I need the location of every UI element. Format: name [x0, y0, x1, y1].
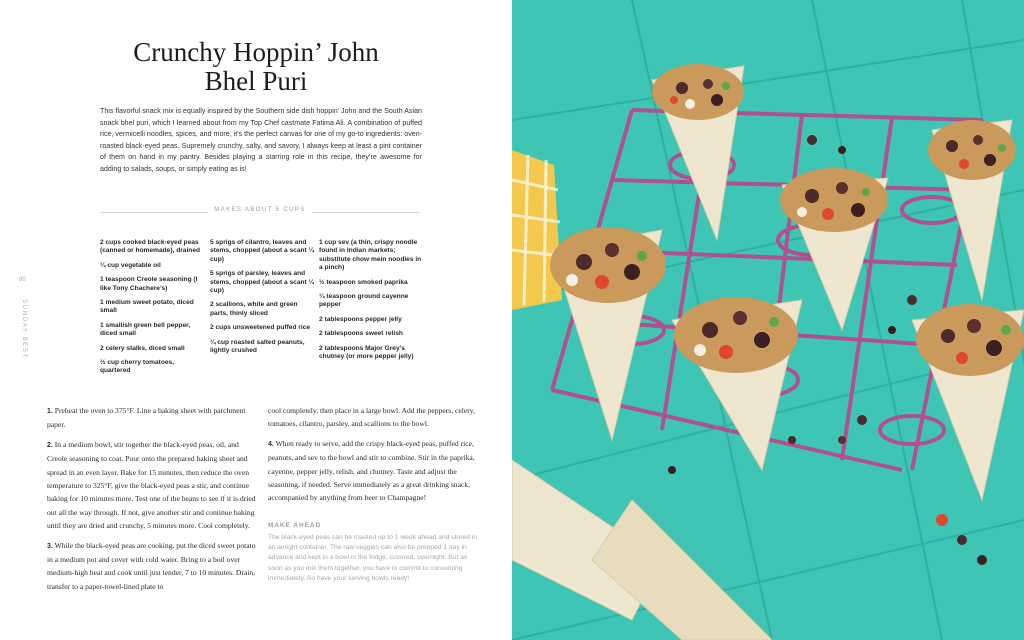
page-number: 80	[19, 277, 26, 283]
ingredient-item: ½ cup cherry tomatoes, quartered	[100, 359, 175, 375]
make-ahead-text: The black-eyed peas can be roasted up to 1 week ahead and stored in an airtight container. The raw veggies can also be prepped 1 day in advance and kept in a bowl in the fridge, covered, overnight. But as soon as you mix them together, you have to commit to consuming immediately. So have your serving bowls ready!	[268, 534, 477, 582]
step-text: When ready to serve, add the crispy black-eyed peas, puffed rice, peanuts, and sev to the bowl and stir to combine. Stir in the paprika, cayenne, pepper jelly, relish, and chutney. Taste and adjust the seasoning, if needed. Serve immediately as a great drinking snack, accompanied by anything from beer to Champagne!	[268, 438, 475, 503]
ingredient-item: 2 celery stalks, diced small	[100, 344, 185, 352]
recipe-intro: This flavorful snack mix is equally inspired by the Southern side dish hoppin’ John and the South Asian snack bhel puri, which I learned about from my Top Chef castmate Fatima Ali. A combination of puffed rice, vermicelli noodles, spices, and more, it’s the perfect canvas for one of my go-to ingredients: oven-roasted black-eyed peas. Supremely crunchy, salty, and savory, I always keep at least a pint container of them on hand in my pantry. Besides playing a starring role in this recipe, they’re awesome for adding to salads, soups, or simply eating as is!	[100, 107, 423, 173]
ingredient-item: 2 tablespoons sweet relish	[319, 330, 403, 338]
ingredient-item: 2 scallions, white and green parts, thinly sliced	[210, 301, 298, 317]
ingredients-column-2	[210, 239, 316, 361]
yellow-napkin	[512, 150, 562, 310]
yield-text: MAKES ABOUT 5 CUPS	[214, 207, 306, 213]
method-step	[47, 438, 260, 533]
method-step	[47, 539, 260, 594]
ingredient-item: 2 cups cooked black-eyed peas (canned or homemade), drained	[100, 239, 201, 255]
method-column-1	[47, 404, 260, 599]
ingredient-item: 5 sprigs of cilantro, leaves and stems, chopped (about a scant ¼ cup)	[210, 239, 315, 263]
ingredient-item: 1 smallish green bell pepper, diced small	[100, 321, 191, 338]
method-step	[268, 437, 481, 505]
ingredients-column-1	[100, 239, 206, 382]
ingredient-item: ½ teaspoon smoked paprika	[319, 278, 408, 286]
step-number: 2.	[47, 441, 53, 449]
step-text: cool completely, then place in a large bowl. Add the peppers, celery, tomatoes, cilantro, parsley, and scallions to the bowl.	[268, 406, 475, 429]
step-text: While the black-eyed peas are cooking, put the diced sweet potato in a medium pot and cover with cold water. Bring to a boil over medium-high heat and cook until just tender, 7 to 10 minutes. Drain, transfer to a paper-towel-lined plate to	[47, 540, 256, 591]
recipe-title-line1: Crunchy Hoppin’ John	[133, 37, 379, 67]
recipe-title-line2: Bhel Puri	[204, 66, 308, 96]
running-head: SUNDAY BEST	[21, 299, 27, 359]
yield-divider	[100, 207, 420, 217]
step-number: 1.	[47, 408, 53, 415]
step-text: Preheat the oven to 375°F. Line a baking sheet with parchment paper.	[47, 406, 246, 430]
ingredient-item: 2 cups unsweetened puffed rice	[210, 324, 311, 332]
food-photo-illustration	[512, 0, 1024, 640]
method-step	[47, 404, 260, 432]
method-step-continued	[268, 404, 481, 431]
ingredient-item: ¼ teaspoon ground cayenne pepper	[319, 293, 409, 309]
ingredient-item: 1 teaspoon Creole seasoning (I like Tony Chachere’s)	[100, 276, 198, 292]
ingredient-item: 1 medium sweet potato, diced small	[100, 299, 194, 315]
step-number: 3.	[47, 542, 53, 550]
ingredient-item: 2 tablespoons Major Grey’s chutney (or more pepper jelly)	[319, 344, 414, 361]
food-photo	[512, 0, 1024, 640]
step-text: In a medium bowl, stir together the black-eyed peas, oil, and Creole seasoning to coat. Pour onto the prepared baking sheet and spread in an even layer. Bake for 15 minutes, then reduce the oven temperature to 325°F, give the black-eyed peas a stir, and continue baking for 10 minutes more. Test one of the beans to see if it is dried out all the way through. If not, give another stir and continue baking until they are dried and crunchy, 5 minutes more. Cool completely.	[47, 439, 256, 531]
ingredient-item: 5 sprigs of parsley, leaves and stems, chopped (about a scant ¼ cup)	[210, 270, 315, 295]
ingredient-item: ¼ cup roasted salted peanuts, lightly crushed	[210, 338, 305, 355]
step-number: 4.	[268, 440, 274, 448]
ingredient-item: ¼ cup vegetable oil	[100, 261, 161, 269]
make-ahead-heading: MAKE AHEAD	[268, 522, 322, 529]
ingredient-item: 2 tablespoons pepper jelly	[319, 315, 402, 323]
ingredient-item: 1 cup sev (a thin, crispy noodle found in Indian markets; substitute chow mein noodles in a pinch)	[319, 239, 422, 272]
method-column-2	[268, 404, 481, 511]
ingredients-column-3	[319, 239, 425, 367]
